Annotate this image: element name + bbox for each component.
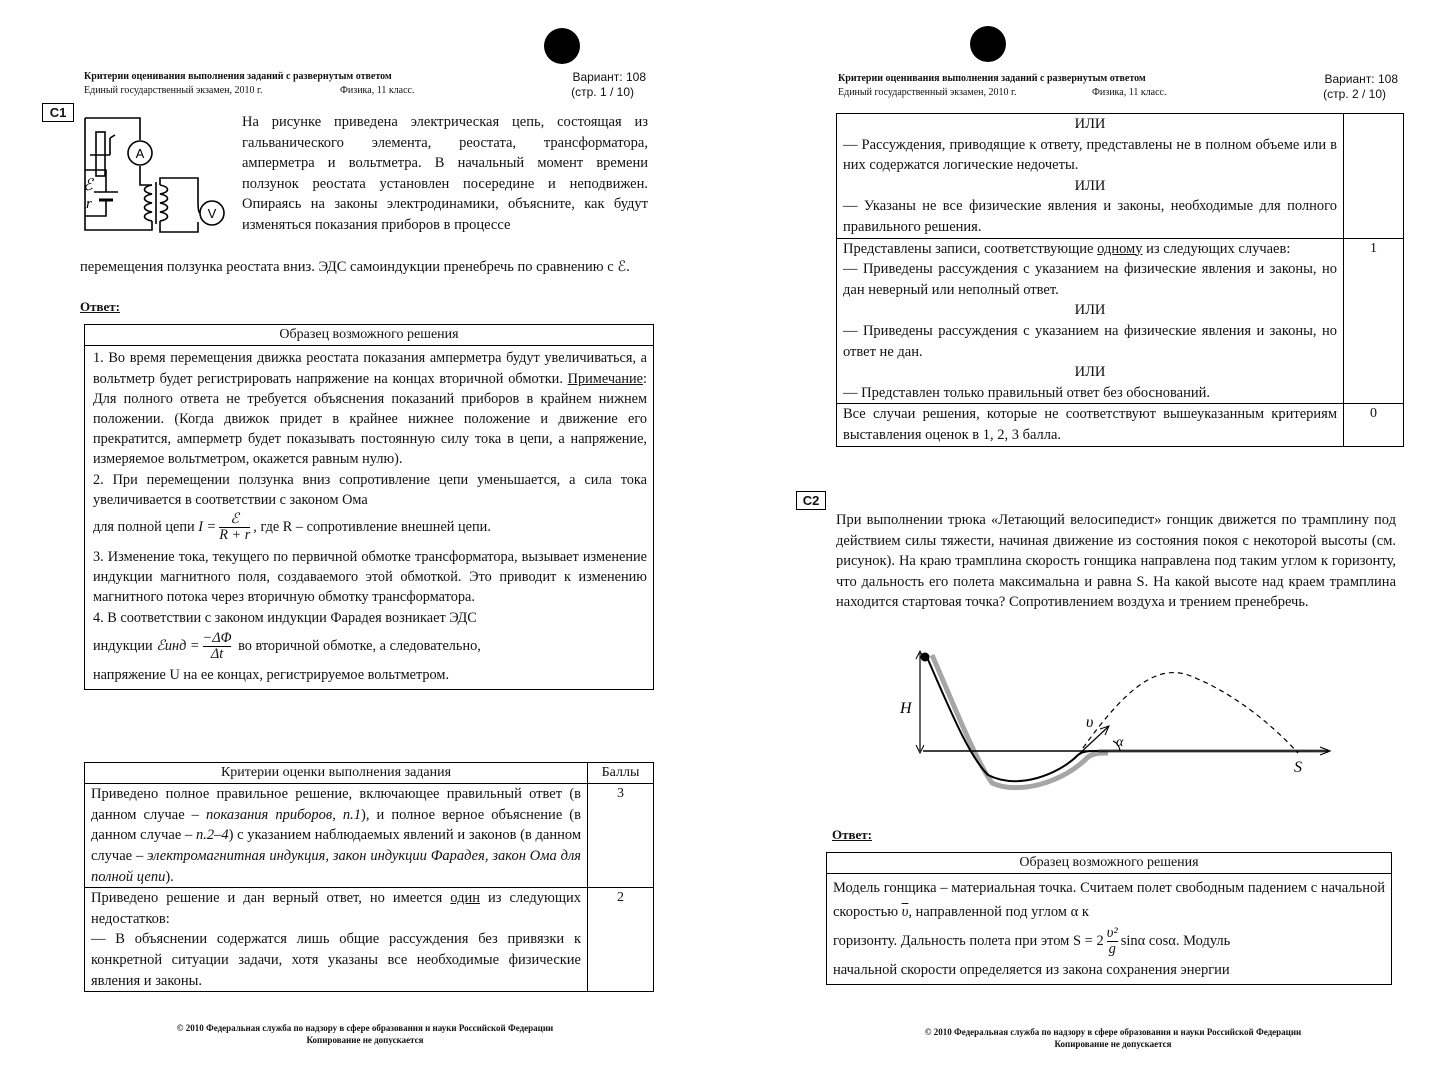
- footer-notice: Копирование не допускается: [1054, 1039, 1172, 1049]
- header-subject: Физика, 11 класс.: [340, 85, 415, 96]
- criterion-1-score: 1: [1344, 238, 1404, 404]
- answer-label: Ответ:: [80, 299, 121, 314]
- ohm-formula: $\frac{\text{ℰ}}{R + r}$: [219, 510, 251, 543]
- answer-label: Ответ:: [832, 827, 873, 842]
- page-number: (стр. 2 / 10): [1323, 87, 1386, 101]
- faraday-formula: $\frac{-\Delta\Phi}{\Delta t}$: [202, 629, 232, 662]
- note-label: Примечание: [567, 370, 644, 387]
- solution-body: 1. Во время перемещения движка реостата показания амперметра будут увеличиваться, а вольтметр будет регистрировать напряжение на концах вторичной обмотки. Примечание: Для полного ответа не требуется объяснения показаний приборов в крайнем нижнем положении. (Когда движок придет в крайнее нижнее положение и движение его прекратится, амперметр будет показывать постоянную силу тока в цепи, а напряжение, измеряемое вольтметром, окажется равным нулю). 2. При перемещении ползунка вниз сопротивление цепи уменьшается, а сила тока увеличивается в соответствии с законом Ома для полной цепи I = $\frac{\text{ℰ}}{R + r}$ , где R – сопротивление внешней цепи. 3. Изменение тока, текущего по первичной обмотке трансформатора, вызывает изменение индукции магнитного поля, создаваемого этой обмоткой. Это приводит к изменению магнитного потока через вторичную обмотку трансформатора. 4. В соответствии с законом индукции Фарадея возникает ЭДС индукции ℰинд = $\frac{-\Delta\Phi}{\Delta t}$ во вторичной обмотке, а следовательно, напряжение U на ее концах, регистрируемое вольтметром.: [85, 346, 654, 690]
- solution-header: Образец возможного решения: [827, 853, 1392, 874]
- criterion-0-score: 0: [1344, 404, 1404, 446]
- header-exam: Единый государственный экзамен, 2010 г.: [838, 87, 1017, 98]
- criteria-header: Критерии оценки выполнения задания: [85, 763, 588, 784]
- task-label-c2: C2: [796, 491, 826, 510]
- criteria-table: [84, 762, 654, 992]
- ammeter-label: A: [135, 146, 145, 161]
- registration-mark: [544, 28, 580, 64]
- header-title: Критерии оценивания выполнения заданий с развернутым ответом: [84, 71, 392, 82]
- task-intro-bottom: перемещения ползунка реостата вниз. ЭДС самоиндукции пренебречь по сравнению с ℰ.: [80, 259, 630, 275]
- solution-header: Образец возможного решения: [85, 325, 654, 346]
- criterion-1: Представлены записи, соответствующие одному из следующих случаев: — Приведены рассуждения с указанием на физические явления и законы, но дан неверный или неполный ответ. ИЛИ — Приведены рассуждения с указанием на физические явления и законы, но ответ не дан. ИЛИ — Представлен только правильный ответ без обоснований.: [837, 238, 1344, 404]
- criterion-2-score: 2: [588, 888, 654, 992]
- criterion-3: Приведено полное правильное решение, включающее правильный ответ (в данном случае – показания приборов, п.1), и полное верное объяснение (в данном случае – п.2–4) с указанием наблюдаемых явлений и законов (в данном случае – электромагнитная индукция, закон индукции Фарадея, закон Ома для полной цепи).: [85, 784, 588, 888]
- variant-number: Вариант: 108: [1324, 72, 1398, 86]
- header-subject: Физика, 11 класс.: [1092, 87, 1167, 98]
- variant-number: Вариант: 108: [572, 70, 646, 84]
- solution-table: [826, 852, 1392, 985]
- velocity-label: υ: [1086, 714, 1094, 731]
- task-c2-text: При выполнении трюка «Летающий велосипедист» гонщик движется по трамплину под действием силы тяжести, начиная движение из состояния покоя с некоторой высоты (см. рисунок). На краю трамплина скорость гонщика направлена под таким углом к горизонту, что дальность его полета максимальна и равна S. На какой высоте над краем трамплина находится стартовая точка? Сопротивлением воздуха и трением пренебречь.: [836, 512, 1396, 611]
- criterion-3-score: 3: [588, 784, 654, 888]
- angle-label: α: [1116, 735, 1124, 750]
- header-title: Критерии оценивания выполнения заданий с развернутым ответом: [838, 73, 1146, 84]
- score-header: Баллы: [588, 763, 654, 784]
- page-number: (стр. 1 / 10): [571, 85, 634, 99]
- header-exam: Единый государственный экзамен, 2010 г.: [84, 85, 263, 96]
- footer-copyright: © 2010 Федеральная служба по надзору в сфере образования и науки Российской Федерации: [176, 1023, 554, 1033]
- footer-copyright: © 2010 Федеральная служба по надзору в сфере образования и науки Российской Федерации: [924, 1027, 1302, 1037]
- voltmeter-label: V: [207, 206, 217, 221]
- ramp-figure: [888, 645, 1338, 795]
- page-2: [728, 0, 1456, 1066]
- task-label-c1: C1: [42, 103, 74, 122]
- registration-mark: [970, 26, 1006, 62]
- criterion-0: Все случаи решения, которые не соответствуют вышеуказанным критериям выставления оценок в 1, 2, 3 балла.: [837, 404, 1344, 446]
- eds-label: ℰ: [83, 177, 93, 194]
- range-formula: $\frac{\text{υ²}}{g}$: [1106, 925, 1118, 958]
- solution-table: [84, 324, 654, 690]
- task-intro-top: На рисунке приведена электрическая цепь, состоящая из гальванического элемента, реостата, трансформатора, амперметра и вольтметра. В начальный момент времени ползунок реостата установлен посередине и неподвижен. Опираясь на законы электродинамики, объясните, как будут изменяться показания приборов в процессе: [242, 114, 648, 233]
- criterion-2: Приведено решение и дан верный ответ, но имеется один из следующих недостатков: — В объяснении содержатся лишь общие рассуждения без привязки к конкретной ситуации задачи, хотя указаны все необходимые физические явления и законы.: [85, 888, 588, 992]
- criteria-table-continued: [836, 113, 1404, 447]
- resistance-label: r: [86, 196, 92, 212]
- criterion-2-cont: ИЛИ — Рассуждения, приводящие к ответу, представлены не в полном объеме или в них содержатся логические недочеты. ИЛИ — Указаны не все физические явления и законы, необходимые для полного правильного решения.: [837, 114, 1344, 239]
- solution-body: Модель гонщика – материальная точка. Считаем полет свободным падением с начальной скоростью $\overline{\upsilon}$, направленной под углом α к горизонту. Дальность полета при этом S = 2 $\frac{\text{υ²}}{g}$ sinα cosα. Модуль начальной скорости определяется из закона сохранения энергии: [827, 874, 1392, 985]
- range-label: S: [1294, 759, 1302, 776]
- circuit-diagram: [80, 110, 236, 240]
- height-label: H: [900, 700, 912, 717]
- footer-notice: Копирование не допускается: [306, 1035, 424, 1045]
- criterion-2-cont-score: [1344, 114, 1404, 239]
